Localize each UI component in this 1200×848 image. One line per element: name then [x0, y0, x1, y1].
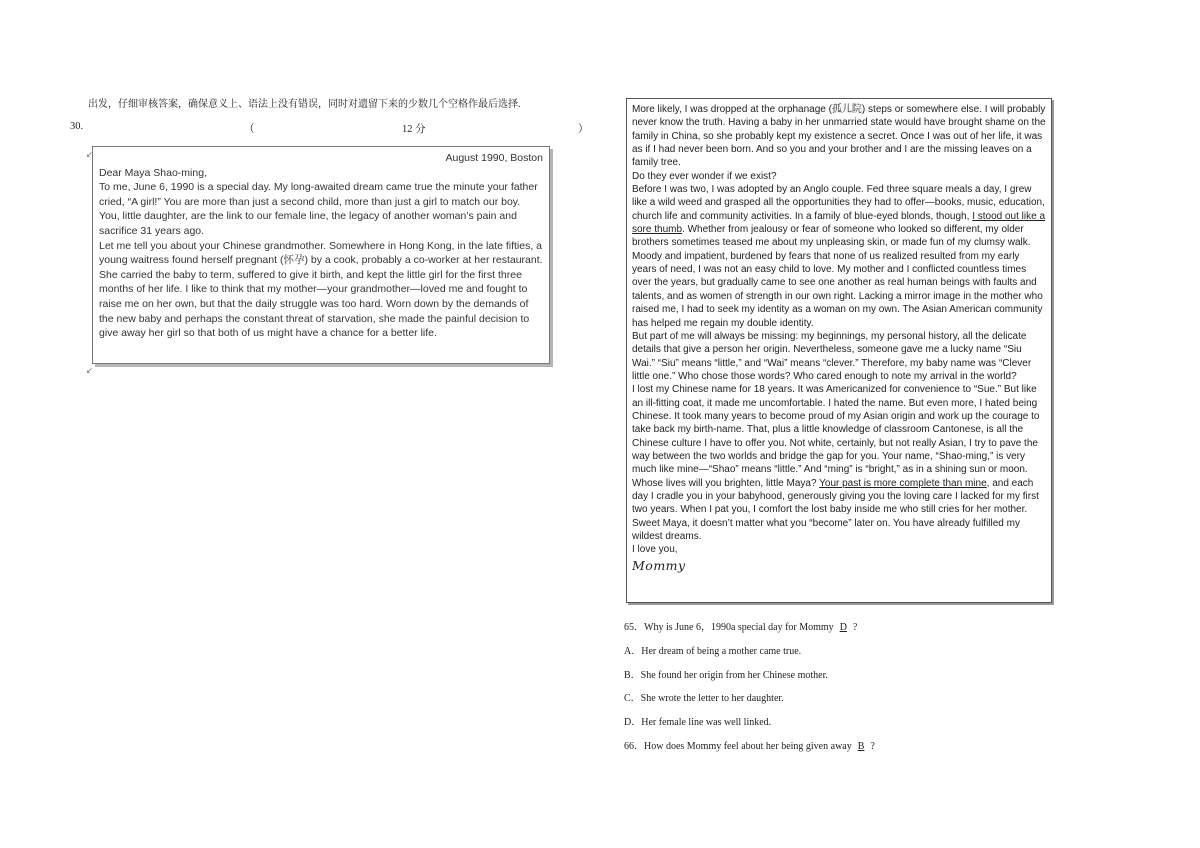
letter-box-one: [92, 146, 550, 364]
letter-closing: I love you,: [632, 544, 678, 556]
letter-box-two: [626, 98, 1052, 603]
question-text: 66．How does Mommy feel about her being given away: [624, 741, 852, 752]
letter-paragraph: Sweet Maya, it doesn’t matter what you “become” later on. You have already fulfilled my wildest dreams.: [632, 517, 1020, 542]
letter-paragraph: Let me tell you about your Chinese grandmother. Somewhere in Hong Kong, in the late fifties, a young waitress found herself pregnant (怀孕) by a cook, probably a co-worker at her restaurant. She carried the baby to term, suffered to give it birth, and kept the little girl for the first three months of her life. I like to think that my mother—your grandmother—loved me and fought to raise me on her own, but that the daily struggle was too hard. Worn down by the demands of the new baby and perhaps the constant threat of starvation, she made the painful decision to give away her girl so that both of us might have a chance for a better life.: [99, 239, 543, 340]
letter-paragraph: But part of me will always be missing: my beginnings, my personal history, all the delicate details that give a person her origin. Nevertheless, someone gave me a lucky name “Siu Wai.” “Siu” means “little,” and “Wai” means “clever.” Therefore, my baby name was “Clever little one.” Who chose those words? Who cared enough to note my arrival in the world?: [632, 330, 1032, 382]
question-number: 30.: [70, 121, 84, 132]
option-c: C．She wrote the letter to her daughter.: [624, 693, 784, 704]
question-mark: ?: [852, 622, 858, 633]
letter-date: August 1990, Boston: [445, 152, 543, 164]
option-d: D．Her female line was well linked.: [624, 717, 772, 728]
letter-paragraph: [632, 183, 1046, 330]
letter-greeting: Dear Maya Shao-ming,: [99, 166, 207, 179]
paragraph-text: , and each day I cradle you in your babyhood, generously giving you the loving care I lacked for my first two years. When I pat you, I comfort the lost baby inside me who still cries for her mother.: [632, 477, 1039, 516]
intro-text: 出发，仔细审核答案，确保意义上、语法上没有错误，同时对遗留下来的少数几个空格作最后选择.: [88, 99, 521, 110]
question-mark: ?: [870, 741, 875, 752]
letter-paragraph: More likely, I was dropped at the orphanage (孤儿院) steps or somewhere else. I will probably never know the truth. Having a baby in her unmarried state would have brought shame on the family in China, so she probably kept my existence a secret. Once I was out of her life, it was as if I had never been born. And so you and your brother and I are the missing leaves on a family tree.: [632, 104, 1046, 169]
letter-paragraph: [632, 383, 1046, 516]
underlined-phrase: I stood out like a sore thumb: [632, 210, 1046, 236]
letter-paragraph: Do they ever wonder if we exist?: [632, 170, 777, 182]
paragraph-text: Before I was two, I was adopted by an Anglo couple. Fed three square meals a day, I grew like a wild weed and grasped all the opportunities they had to offer—books, music, education, church life and community activities. In a family of blue-eyed blonds, though,: [632, 184, 1045, 222]
answer-blank: D: [839, 622, 847, 633]
margin-mark-bottom: ↙: [86, 366, 93, 375]
question-66: [624, 737, 875, 752]
answer-blank: B: [857, 741, 865, 752]
question-65: [624, 618, 857, 633]
open-paren: （: [244, 124, 255, 135]
letter-paragraph: To me, June 6, 1990 is a special day. My long-awaited dream came true the minute your father cried, “A girl!” You are more than just a second child, more than just a girl to match our boy. You, little daughter, are the link to our female line, the legacy of another woman’s pain and sacrifice 31 years ago.: [99, 181, 538, 237]
close-paren: ）: [578, 124, 589, 135]
underlined-phrase: Your past is more complete than mine: [819, 477, 987, 489]
option-a: A．Her dream of being a mother came true.: [624, 646, 802, 657]
option-b: B．She found her origin from her Chinese mother.: [624, 670, 828, 681]
signature: Mommy: [632, 557, 686, 573]
paragraph-text: . Whether from jealousy or fear of someone who looked so different, my older brothers sometimes teased me about my unpleasing skin, or made fun of my clumsy walk. Moody and impatient, burdened by fears that none of us realized resulted from my early years of need, I was not an easy child to love. My mother and I conflicted countless times over the years, but gradually came to see one another as real human beings with faults and talents, and as women of strength in our own right. Lacking a mirror image in the mother who raised me, I had to seek my identity as a woman on my own. The Asian American community has helped me regain my double identity.: [632, 224, 1043, 329]
margin-mark-top: ↙: [86, 150, 93, 159]
score: 12 分: [402, 124, 426, 135]
question-text: 65．Why is June 6，1990a special day for Mommy: [624, 622, 834, 633]
paragraph-text: I lost my Chinese name for 18 years. It was Americanized for convenience to “Sue.” But like an ill-fitting coat, it made me uncomfortable. I hated the name. But even more, I hated being Chinese. It took many years to become proud of my Asian origin and work up the courage to take back my birth-name. That, plus a little knowledge of classroom Cantonese, is all the Chinese culture I have to offer you. Not white, certainly, but not really Asian, I try to pave the way between the two worlds and bridge the gap for you. Your name, “Shao-ming,” is very much like mine—“Shao” means “little.” And “ming” is “bright,” as in a shining sun or moon. Whose lives will you brighten, little Maya?: [632, 384, 1040, 489]
